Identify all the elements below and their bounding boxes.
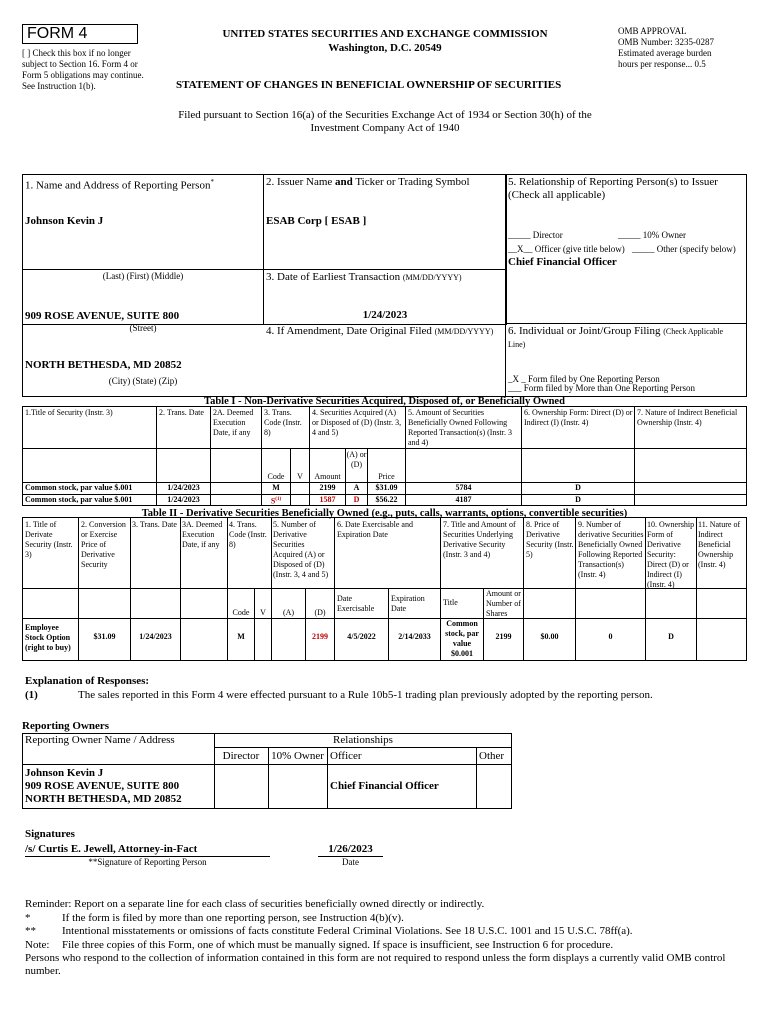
box1-marker: * bbox=[210, 178, 214, 186]
box3-label-small: (MM/DD/YYYY) bbox=[402, 273, 462, 282]
footnote-double-star-text: Intentional misstatements or omissions of facts constitute Federal Criminal Violations. See 18 U.S.C. 1001 and 15 U.S.C. 78ff(a). bbox=[62, 925, 633, 937]
director-checkbox: _____ Director bbox=[508, 230, 563, 240]
ro-divider bbox=[214, 747, 512, 748]
t1-r2-code-note: (1) bbox=[275, 497, 282, 502]
ro-col-ten-pct: 10% Owner bbox=[271, 750, 324, 762]
t2-col bbox=[483, 588, 484, 661]
filed-pursuant-line: Investment Company Act of 1940 bbox=[310, 122, 460, 134]
t1-h-acquired: 4. Securities Acquired (A) or Disposed of (D) (Instr. 3, 4 and 5) bbox=[312, 408, 402, 437]
box5-label bbox=[508, 176, 744, 202]
t2-col bbox=[180, 517, 181, 661]
reporting-person-city: NORTH BETHESDA, MD 20852 bbox=[25, 359, 182, 371]
t2-r-owned: 0 bbox=[608, 632, 613, 641]
box2-label bbox=[266, 176, 470, 189]
ro-col-other: Other bbox=[479, 750, 505, 762]
t1-r2-code-value: S bbox=[270, 496, 276, 506]
explanation-heading: Explanation of Responses: bbox=[25, 675, 150, 687]
table2-title: Table II - Derivative Securities Beneficially Owned (e.g., puts, calls, warrants, options, convertible securities) bbox=[141, 508, 628, 519]
t2-col bbox=[271, 517, 272, 661]
t2-col bbox=[254, 588, 255, 661]
t1-r1-price: $31.09 bbox=[375, 483, 398, 492]
t2-r-exp: 2/14/2033 bbox=[398, 632, 431, 641]
t2-r-title: Employee Stock Option (right to buy) bbox=[25, 623, 71, 652]
box2-label-post: Ticker or Trading Symbol bbox=[352, 176, 470, 188]
t2-h11: 11. Nature of Indirect Beneficial Ownership (Instr. 4) bbox=[698, 520, 741, 569]
t2-r-d: 2199 bbox=[312, 632, 328, 641]
t2-h-title: Title bbox=[443, 598, 458, 607]
t2-h-a: (A) bbox=[282, 608, 295, 617]
table1-header-divider bbox=[22, 448, 747, 449]
t2-r-date-ex: 4/5/2022 bbox=[347, 632, 376, 641]
name-caption: (Last) (First) (Middle) bbox=[102, 271, 184, 281]
city-caption: (City) (State) (Zip) bbox=[108, 376, 178, 386]
t2-r-code: M bbox=[237, 632, 245, 641]
t2-r-price: $31.09 bbox=[93, 632, 116, 641]
explanation-text: The sales reported in this Form 4 were effected pursuant to a Rule 10b5-1 trading plan previously adopted by the reporting person. bbox=[78, 689, 653, 701]
statement-title: STATEMENT OF CHANGES IN BENEFICIAL OWNERSHIP OF SECURITIES bbox=[176, 79, 562, 91]
omb-approval bbox=[618, 26, 758, 70]
t2-h-amount-shares: Amount or Number of Shares bbox=[486, 589, 521, 618]
ro-owner-city: NORTH BETHESDA, MD 20852 bbox=[25, 793, 182, 805]
t1-r2-amount: 1587 bbox=[319, 495, 336, 504]
t1-r2-form: D bbox=[575, 495, 581, 504]
t1-h-aord: (A) or (D) bbox=[346, 450, 367, 469]
t2-h7: 7. Title and Amount of Securities Underlying Derivative Security (Instr. 3 and 4) bbox=[443, 520, 516, 559]
filed-pursuant bbox=[100, 109, 670, 135]
reporting-person-street: 909 ROSE AVENUE, SUITE 800 bbox=[25, 310, 180, 322]
agency-location: Washington, D.C. 20549 bbox=[328, 42, 442, 54]
signature-date: 1/26/2023 bbox=[328, 843, 373, 855]
box3-label-text: 3. Date of Earliest Transaction bbox=[266, 271, 401, 283]
t2-h2: 2. Conversion or Exercise Price of Derivative Security bbox=[81, 520, 126, 569]
t2-r-date: 1/24/2023 bbox=[139, 632, 172, 641]
t1-h-code-sub: Code bbox=[267, 472, 285, 481]
ro-owner-street: 909 ROSE AVENUE, SUITE 800 bbox=[25, 780, 180, 792]
filed-pursuant-line: Filed pursuant to Section 16(a) of the Securities Exchange Act of 1934 or Section 30(h) of the bbox=[178, 109, 592, 121]
ro-owner-officer: Chief Financial Officer bbox=[330, 780, 439, 792]
omb-line: OMB Number: 3235-0287 bbox=[618, 37, 714, 47]
box1-label-text: 1. Name and Address of Reporting Person bbox=[25, 179, 211, 192]
t1-h-price: Price bbox=[378, 472, 395, 481]
t1-h-code: 3. Trans. Code (Instr. 8) bbox=[264, 408, 302, 437]
ro-col-relationships: Relationships bbox=[333, 734, 393, 746]
box1-label bbox=[25, 176, 214, 193]
t2-h-d: (D) bbox=[314, 608, 326, 617]
t2-h-exp: Expiration Date bbox=[391, 594, 425, 613]
note-label: Note: bbox=[25, 939, 50, 951]
box6-label bbox=[508, 325, 744, 351]
box6-label-small: (Check Applicable bbox=[663, 327, 723, 336]
officer-checkbox: __X__ Officer (give title below) bbox=[508, 244, 625, 254]
box6-label-line2: Line) bbox=[508, 340, 526, 349]
t2-r-form: D bbox=[668, 632, 674, 641]
t1-r2-code bbox=[262, 495, 290, 507]
earliest-transaction-date: 1/24/2023 bbox=[362, 309, 408, 321]
issuer-name: ESAB Corp [ ESAB ] bbox=[266, 215, 367, 227]
box2-label-pre: 2. Issuer Name bbox=[266, 176, 336, 188]
t1-col bbox=[210, 406, 211, 506]
ro-divider bbox=[22, 764, 512, 765]
reporting-person-name: Johnson Kevin J bbox=[25, 215, 104, 227]
t1-h-ownership: 6. Ownership Form: Direct (D) or Indirect (I) (Instr. 4) bbox=[524, 408, 633, 427]
other-checkbox: _____ Other (specify below) bbox=[632, 244, 736, 254]
ro-owner-address bbox=[25, 767, 213, 806]
t2-col bbox=[696, 517, 697, 661]
t1-r1-date: 1/24/2023 bbox=[167, 483, 200, 492]
box4-label bbox=[266, 325, 493, 338]
officer-title: Chief Financial Officer bbox=[508, 256, 617, 268]
ro-col bbox=[476, 747, 477, 809]
filing-option-more: ___ Form filed by More than One Reporting Person bbox=[508, 383, 695, 393]
footnote-star-text: If the form is filed by more than one reporting person, see Instruction 4(b)(v). bbox=[62, 912, 404, 924]
explanation-number: (1) bbox=[25, 689, 38, 701]
ro-col-officer: Officer bbox=[330, 750, 362, 762]
box5-sub: (Check all applicable) bbox=[508, 189, 606, 201]
t2-col bbox=[305, 588, 306, 661]
t2-r-und-amount: 2199 bbox=[495, 632, 512, 641]
checkbox-note: [ ] Check this box if no longer subject to Section 16. Form 4 or Form 5 obligations may continue. See Instruction 1(b). bbox=[22, 48, 144, 91]
persons-notice: Persons who respond to the collection of information contained in this form are not required to respond unless the form displays a currently valid OMB control number. bbox=[25, 952, 726, 977]
signature-caption: **Signature of Reporting Person bbox=[88, 857, 207, 867]
box4-label-text: 4. If Amendment, Date Original Filed bbox=[266, 325, 432, 337]
t1-h-v: V bbox=[297, 472, 303, 481]
t1-h-deemed: 2A. Deemed Execution Date, if any bbox=[213, 408, 254, 437]
box6-label-text: 6. Individual or Joint/Group Filing bbox=[508, 325, 661, 337]
t2-h3: 3. Trans. Date bbox=[132, 520, 177, 529]
t2-h3a: 3A. Deemed Execution Date, if any bbox=[182, 520, 223, 549]
date-caption: Date bbox=[342, 857, 359, 867]
ro-col-director: Director bbox=[222, 750, 260, 762]
signatures-heading: Signatures bbox=[25, 828, 75, 840]
t2-r-und-title: Common stock, par value $0.001 bbox=[445, 619, 479, 658]
t1-r1-code: M bbox=[272, 483, 280, 492]
form-title: FORM 4 bbox=[22, 24, 138, 44]
t1-r2-date: 1/24/2023 bbox=[167, 495, 200, 504]
t1-r2-owned: 4187 bbox=[455, 495, 472, 504]
t1-r2-price: $56.22 bbox=[375, 495, 398, 504]
t2-h-date-ex: Date Exercisable bbox=[337, 594, 375, 613]
street-caption: (Street) bbox=[129, 323, 157, 333]
t2-h10: 10. Ownership Form of Derivative Security: Direct (D) or Indirect (I) (Instr. 4) bbox=[647, 520, 695, 589]
t1-h-date: 2. Trans. Date bbox=[159, 408, 204, 417]
reminder: Reminder: Report on a separate line for each class of securities beneficially owned directly or indirectly. bbox=[25, 898, 485, 910]
t1-h-title: 1.Title of Security (Instr. 3) bbox=[25, 408, 113, 417]
t1-r1-owned: 5784 bbox=[455, 483, 472, 492]
box5-label-text: 5. Relationship of Reporting Person(s) to Issuer bbox=[508, 176, 718, 188]
footnote-double-star: ** bbox=[25, 925, 36, 937]
t2-r-deriv-price: $0.00 bbox=[540, 632, 559, 641]
reporting-owners-heading: Reporting Owners bbox=[22, 720, 110, 732]
t1-col bbox=[634, 406, 635, 506]
t1-r1-amount: 2199 bbox=[319, 483, 336, 492]
t2-h8: 8. Price of Derivative Security (Instr. 5) bbox=[526, 520, 574, 559]
t1-r1-title: Common stock, par value $.001 bbox=[25, 483, 133, 492]
t1-h-amount-sub: Amount bbox=[314, 472, 341, 481]
ro-owner-name: Johnson Kevin J bbox=[25, 767, 104, 779]
t1-h-amount: 5. Amount of Securities Beneficially Owned Following Reported Transaction(s) (Instr. 3 and 4) bbox=[408, 408, 512, 447]
omb-line: hours per response... 0.5 bbox=[618, 59, 706, 69]
ro-col bbox=[327, 747, 328, 809]
t2-h6: 6. Date Exercisable and Expiration Date bbox=[337, 520, 413, 539]
t2-h1: 1. Title of Derivate Security (Instr. 3) bbox=[25, 520, 73, 559]
t1-r1-ad: A bbox=[353, 483, 360, 492]
t2-h-v: V bbox=[260, 608, 266, 617]
t2-h5: 5. Number of Derivative Securities Acquired (A) or Disposed of (D) (Instr. 3, 4 and 5) bbox=[273, 520, 329, 579]
agency-name: UNITED STATES SECURITIES AND EXCHANGE COMMISSION bbox=[222, 28, 548, 40]
omb-line: Estimated average burden bbox=[618, 48, 712, 58]
table1-title: Table I - Non-Derivative Securities Acquired, Disposed of, or Beneficially Owned bbox=[204, 396, 565, 407]
footnote-star: * bbox=[25, 912, 31, 924]
filing-option-one: _X _ Form filed by One Reporting Person bbox=[508, 374, 660, 384]
t1-h-nature: 7. Nature of Indirect Beneficial Ownership (Instr. 4) bbox=[637, 408, 738, 427]
box2-label-and: and bbox=[335, 176, 353, 188]
t2-col bbox=[388, 588, 389, 661]
signer-name: /s/ Curtis E. Jewell, Attorney-in-Fact bbox=[25, 843, 198, 855]
t2-h9: 9. Number of derivative Securities Beneficially Owned Following Reported Transaction(s) (Instr. 4) bbox=[578, 520, 644, 579]
t1-r2-ad: D bbox=[353, 495, 360, 504]
omb-line: OMB APPROVAL bbox=[618, 26, 687, 36]
box4-label-small: (MM/DD/YYYY) bbox=[434, 327, 494, 336]
t2-h-code: Code bbox=[232, 608, 250, 617]
note-text: File three copies of this Form, one of which must be manually signed. If space is insufficient, see Instruction 6 for procedure. bbox=[62, 939, 614, 951]
ten-pct-checkbox: _____ 10% Owner bbox=[618, 230, 686, 240]
t1-r1-form: D bbox=[575, 483, 581, 492]
box3-label bbox=[266, 271, 462, 284]
ro-col-name: Reporting Owner Name / Address bbox=[25, 734, 175, 746]
t2-h4: 4. Trans. Code (Instr. 8) bbox=[229, 520, 267, 549]
t1-r2-title: Common stock, par value $.001 bbox=[25, 495, 133, 504]
